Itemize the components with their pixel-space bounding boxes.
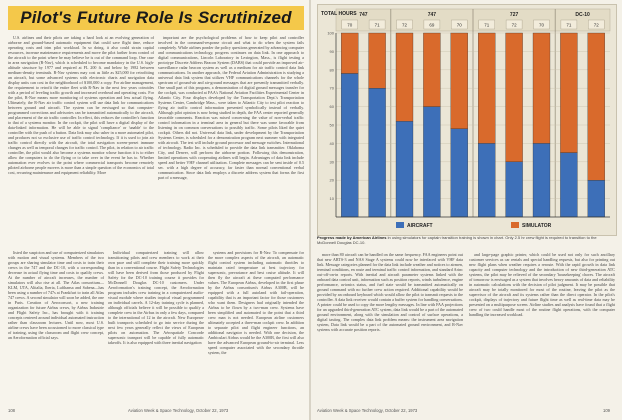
chart-bar-aircraft bbox=[506, 162, 523, 217]
chart-bar-aircraft bbox=[478, 143, 495, 217]
chart-bar-simulator bbox=[396, 33, 413, 121]
chart-year-label: 70 bbox=[538, 22, 545, 28]
chart-y-tick-label: 70 bbox=[329, 85, 334, 91]
right-page bbox=[311, 0, 622, 420]
chart-bar-simulator bbox=[369, 33, 386, 88]
column-5-text: systems and provisions for R-Nav. To compensate for the more complex aspects of the aircraft, an automatic flight control system including automatic throttles to maintain rated temperature at best trajectory for supersonic, prevariance and best cruise altitude. It will then fly the aircraft at these computed performance values. The European Airbus, developed in the first phase by the Airbus consortium's Airbus A300B, will be equipped with a full autoland with fail-operation, capability that is an important factor for those customers who want them. Designers had originally intended the Airbus to be flown by a two-man crew. Systems have been simplified and automated to the point that a third crew man is not needed. European airline customers ultimately accepted a three-man cockpit crew. In addition to separate pilot and flight engineer functions, an additional navigator is needed. With one decision, the Ambiculari Airbus would be the A300B, the first will also have the advanced European ground-to-air terminal. Less speed computer associated with the secondary throttle system, the bbox=[208, 250, 304, 355]
chart-bar-simulator bbox=[533, 33, 550, 143]
chart-year-label: 72 bbox=[511, 22, 517, 28]
chart-y-tick-label: 20 bbox=[329, 177, 334, 183]
chart-group-label: DC-10 bbox=[575, 12, 590, 18]
chart-bar-simulator bbox=[341, 33, 358, 73]
chart-bar-aircraft bbox=[396, 121, 413, 217]
chart-bar-aircraft bbox=[451, 129, 468, 217]
simulator-training-chart bbox=[317, 4, 617, 236]
chart-y-tick-label: 80 bbox=[329, 67, 334, 73]
chart-group-label: 747 bbox=[427, 12, 437, 18]
right-publication-line: Aviation Week & Space Technology, October 22, 1973 bbox=[317, 408, 418, 413]
chart-year-label: 72 bbox=[593, 22, 599, 28]
chart-year-label: 71 bbox=[484, 22, 490, 28]
left-page-number: 108 bbox=[8, 408, 15, 413]
chart-y-tick-label: 40 bbox=[329, 140, 334, 146]
legend-swatch-simulator bbox=[511, 222, 519, 228]
chart-y-tick-label: 90 bbox=[329, 48, 334, 54]
chart-bar-simulator bbox=[423, 33, 440, 107]
chart-bar-aircraft bbox=[369, 88, 386, 217]
article-column-5 bbox=[208, 250, 304, 404]
legend-label-aircraft: AIRCRAFT bbox=[407, 223, 433, 229]
column-2-text: important are the psychological problems of how to keep pilot and controller involved in the command-response circuit and what to do when the system fails completely. While airlines ponder the policy questions generated by advancing computer and communications technology, progress continues on data link. In one approach to digital communications, Lincoln Laboratory in Lexington, Mass., is flight testing a prototype Discrete Address Beacon System (DABS) that could provide an improved air-surveillance radar beacon system as well as a medium for air traffic control data link communications. In another approach, the Federal Aviation Administration is studying a universal data link system that utilizes VHF communications channels for the whole spectrum of ground-air and air-ground messages that are presently transmitted verbally. One small part of this program, a demonstration of digital ground messages transfer for the cockpit, was conducted at FAA's National Aviation Facilities Experimental Center in Atlantic City. Four displays developed by the Transportation Dept.'s Transportation Systems Center, Cambridge Mass., were taken to Atlantic City to test pilot reaction to flying air traffic control information presented symbolically instead of verbally. Although pilot opinion is now being studied in depth, the FAA center reported generally favorable comments. Reaction was mixed concerning the value of non-verbal traffic control information in a terminal area in general but there was some favorable from listening in on common conversations to possibly traffic. Some pilots liked the quiet cockpit. Others did not. Universal data link, under development by the Transportation Systems Center, is scheduled for a demonstration program next summer with integrated with aircraft. The test will include ground processor and message switches. International of technology. Radio Inc. is scheduled to provide the data link transmitter. Oklahoma City, and Denver, will perform the airborne portion. Following this demonstration, limited operations with cooperating airlines will begin. Advantages of data link include speed and better VHF channel utilization. Complete messages can be sent inside of 0.5 sec. with a high degree of accuracy, far faster than normal conventional verbal communication. Since data link employs a discrete address system that forms the first part of a message, bbox=[158, 35, 304, 180]
chart-year-label: 71 bbox=[374, 22, 380, 28]
right-page-number: 109 bbox=[603, 408, 610, 413]
chart-bar-aircraft bbox=[533, 143, 550, 217]
chart-svg bbox=[318, 5, 616, 235]
chart-bar-aircraft bbox=[588, 180, 605, 217]
chart-y-tick-label: 50 bbox=[329, 122, 334, 128]
article-column-4 bbox=[108, 250, 204, 404]
chart-year-label: 71 bbox=[566, 22, 572, 28]
article-column-1 bbox=[8, 35, 154, 245]
article-column-6 bbox=[317, 252, 463, 404]
chart-bar-simulator bbox=[588, 33, 605, 180]
chart-bar-simulator bbox=[560, 33, 577, 153]
chart-title: TOTAL HOURS bbox=[321, 11, 357, 17]
column-1-text: U.S. airlines and their pilots are taking a hard look at an evolving generation of airborne and ground-based automatic equipment that could save flight time, reduce operating costs and trim pilot workload. In so doing, it also could strain capital resources, increase maintenance requirements and move the pilot farther from control of the aircraft to the point where he may believe he is out of the command loop. One case in area navigation (R-Nav), which is scheduled to become mandatory in the U.S. high-altitude structure by 1977 and required at FL 200 ft. and below by 1982 between medium-density terminals. R-Nav systems may cost as little as $25,000 for retrofitting an aircraft, but some advanced systems with electronic charts and navigation data display units can cost in the neighborhood of $100,000 a copy. For airline management, the requirement to retrofit the entire fleet with R-Nav in the next few years coincides with a period of leveling traffic growth and increased overhead and operating costs. For the pilot, R-Nav means more monitoring of systems operation and less actual flying. Ultimately, the R-Nav air traffic control system will use data link for communications between ground and aircraft. The system can be envisaged so that computer-programmed corrections and advisories can be transmitted automatically to the aircraft, and placement of the air traffic controller. In effect, this reduces the controller's function to that of a systems monitor. In the cockpit, the pilot will have a digital display of the data-linked information. He will be able to signal 'compliance' or 'unable' to the controller with the push of a button. Data link may also usher in a more automated pilot, and produces not so exclusive use of traffic control technology. If it is used to join air traffic control directly with the aircraft, the total navigation screen-preset immune changes as well as temporal changes for traffic control. The pilot, in relation to air traffic controller, the pilot would also become a systems monitor whose function it is to either allow the computers to do the flying or to take over in the event he has to. Whether automation ever evolves to the point where commercial transports become remotely piloted airborne people movers is more than a simple question of the economics of total cost, recurring maintenance and equipment reliability. More bbox=[8, 35, 154, 175]
legend-swatch-aircraft bbox=[396, 222, 404, 228]
chart-year-label: 70 bbox=[347, 22, 353, 28]
left-page bbox=[0, 0, 309, 420]
column-6-text: more than 80 aircraft can be handled on the same frequency. FAA engineers point out that new ARTS-3 and NAS Stage A systems could now be interfaced with VHF data link. Message categories planned for the data link include weather and notices to airmen, terminal conditions, en route and terminal traffic control information, and standard Arinc out-off-on-in reports. With inertial and aircraft parameter systems linked with the onboard data control unit, information such as position reports, winds turbulence, engine performance, avionics status, and fuel state would be transmitted automatically on ground command with no further crew action required. Additional capability would be provided by an onboard keyboard which would allow the pilot to transmit requests to the controller. A data link receiver would contain a buffer system for handling conversations. A printer could be used to copy the more lengthy messages. In line with FAA projections for an upgraded third-generation ATC system, data link would be a part of the automated ground environment, along with the simulation and control of surface operations, a digital taxiing. The complex data link problem means: the instrument area navigation system, Data link would be a part of the automated ground environment, and R-Nav systems with accurate position reports. bbox=[317, 252, 463, 332]
chart-bar-simulator bbox=[506, 33, 523, 162]
column-3-text: listed the suspicion and use of computerized simulators with motion and visual systems. Members of the two groups are sharing simulator time and costs to train their crews in the 747 and the DC-10, with a corresponding decrease in actual flying time and costs to qualify crews. At the number of aircraft increases, the number of simulators will also rise at all. The Atlas consortium—KLM, UTA, Alitalia, Iberia, Lufthansa and Sabena—has been using a number of 747s at Frankfurt to train all Atlas 747 crews. A second simulator will soon be added, the one in Paris. Creation of Aeroconsort, a new training organization for future Airbus crews, by Airbus Industrie and Flight Safety Inc., has brought with it training concepts centered around individual automated instruction rather than classroom lectures. Until now, most U.S. airline crews have been accustomed to more classical type of training, using the classroom and flight crew concept, an Aeroformation official says. bbox=[8, 250, 104, 340]
article-column-3 bbox=[8, 250, 104, 404]
chart-y-tick-label: 60 bbox=[329, 104, 334, 110]
chart-group-label: 727 bbox=[509, 12, 519, 18]
chart-y-tick-label: 100 bbox=[327, 30, 334, 36]
chart-group-label: 747 bbox=[359, 12, 368, 18]
chart-year-label: 70 bbox=[456, 22, 462, 28]
left-publication-line: Aviation Week & Space Technology, October 22, 1973 bbox=[128, 408, 229, 413]
chart-bar-aircraft bbox=[560, 153, 577, 217]
legend-label-simulator: SIMULATOR bbox=[522, 223, 552, 229]
chart-bar-aircraft bbox=[423, 107, 440, 217]
column-4-text: Individual computerized training will allow transitioning pilots and crew members to work at their own pace and still complete their training more quickly than in a conventional course. Flight Safety Technologies will have been derived from those produced by Flight Safety for the DC-10 training course it provides for McDonnell Douglas DC-10 customers. Under Aeroformation's training concept, the Aeroformation program includes crew training in a computerized audio-visual module where studies tropical visual programmed on individual carrels. A 12-day training cycle is planned, although officials believe it will be possible to qualify a complete crew in the Airbus in only a few days, compared to the international of 12 in the aircraft. New European-built transports scheduled to go into service during the next few years generally reflect the views of European pilots on automation. The Aérospatiale Concorde supersonic transport will be capable of fully automatic takeoffs. It is also equipped with three inertial navigation bbox=[108, 250, 204, 345]
chart-y-tick-label: 10 bbox=[329, 196, 334, 202]
article-column-2 bbox=[158, 35, 304, 245]
chart-bar-simulator bbox=[478, 33, 495, 143]
chart-year-label: 72 bbox=[401, 22, 408, 28]
caption-text: in using simulators for captain transition training is shown in chart. Only 2.5 hr crew flight is required to transition to the McDonnell Douglas DC-10. bbox=[317, 236, 597, 245]
column-7-text: and large-page graphic printer, which could be used not only for such ancillary customer services as car rentals and special handling requests, but also for printing out new flight plans when weather requires a reroute. With the rapid growth in data link capacity and computer technology and the introduction of new third-generation ATC systems, the pilot may be relieved of the secondary 'housekeeping' chores. The aircraft of tomorrow is envisaged as a system that involves heavy amounts of data and reliability in automatic calculations with the decision of pilot judgment. It may be possible that aircraft may be totally monitored for most of the routine, leaving the pilot as the supervisor of the aircraft and its systems rather than the direct operator. In the pilot's cockpit, displays of trajectory and future flight time as well as real-time data may be presented on a multipurpose screen. Airline studies and analysis have found that a flight crew of two could handle most of the routine flight operations, with the computer handling the increased workload. bbox=[469, 252, 615, 317]
article-column-7 bbox=[469, 252, 615, 404]
chart-bar-simulator bbox=[451, 33, 468, 129]
chart-caption bbox=[317, 236, 613, 250]
chart-y-tick-label: 30 bbox=[329, 159, 334, 165]
chart-year-label: 69 bbox=[429, 22, 435, 28]
caption-bold: Progress made by American Airlines bbox=[317, 236, 387, 240]
article-headline: Pilot's Future Role Is Scrutinized bbox=[8, 6, 304, 30]
chart-bar-aircraft bbox=[341, 73, 358, 217]
